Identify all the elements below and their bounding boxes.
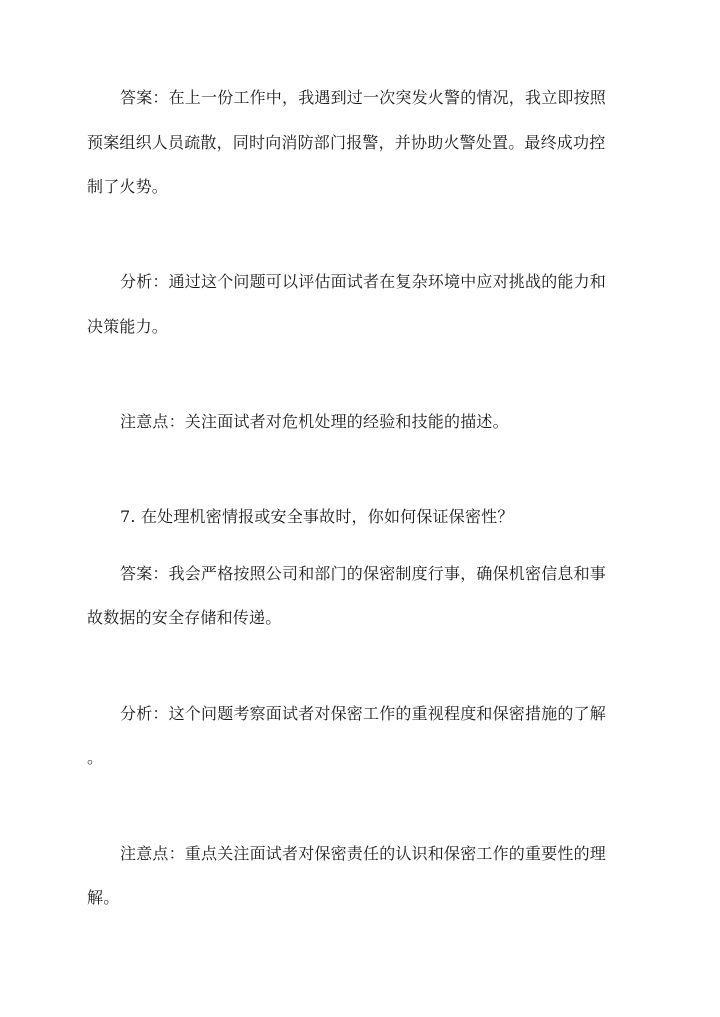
question-7-line-1: 7. 在处理机密情报或安全事故时，你如何保证保密性？	[120, 507, 514, 526]
answer-1-line-1: 答案：在上一份工作中，我遇到过一次突发火警的情况，我立即按照	[120, 88, 607, 107]
answer-1-line-2: 预案组织人员疏散，同时向消防部门报警，并协助火警处置。最终成功控	[87, 133, 606, 152]
note-1-line-1: 注意点：关注面试者对危机处理的经验和技能的描述。	[120, 412, 509, 431]
answer-7-line-2: 故数据的安全存储和传递。	[87, 608, 282, 627]
note-7-line-1: 注意点：重点关注面试者对保密责任的认识和保密工作的重要性的理	[120, 844, 607, 863]
analysis-1-line-2: 决策能力。	[87, 317, 169, 336]
analysis-1-line-1: 分析：通过这个问题可以评估面试者在复杂环境中应对挑战的能力和	[120, 272, 607, 291]
note-7-line-2: 解。	[87, 888, 120, 907]
analysis-7-line-2: 。	[87, 748, 104, 767]
analysis-7-line-1: 分析：这个问题考察面试者对保密工作的重视程度和保密措施的了解	[120, 704, 607, 723]
answer-1-line-3: 制了火势。	[87, 177, 169, 196]
answer-7-line-1: 答案：我会严格按照公司和部门的保密制度行事，确保机密信息和事	[120, 564, 607, 583]
